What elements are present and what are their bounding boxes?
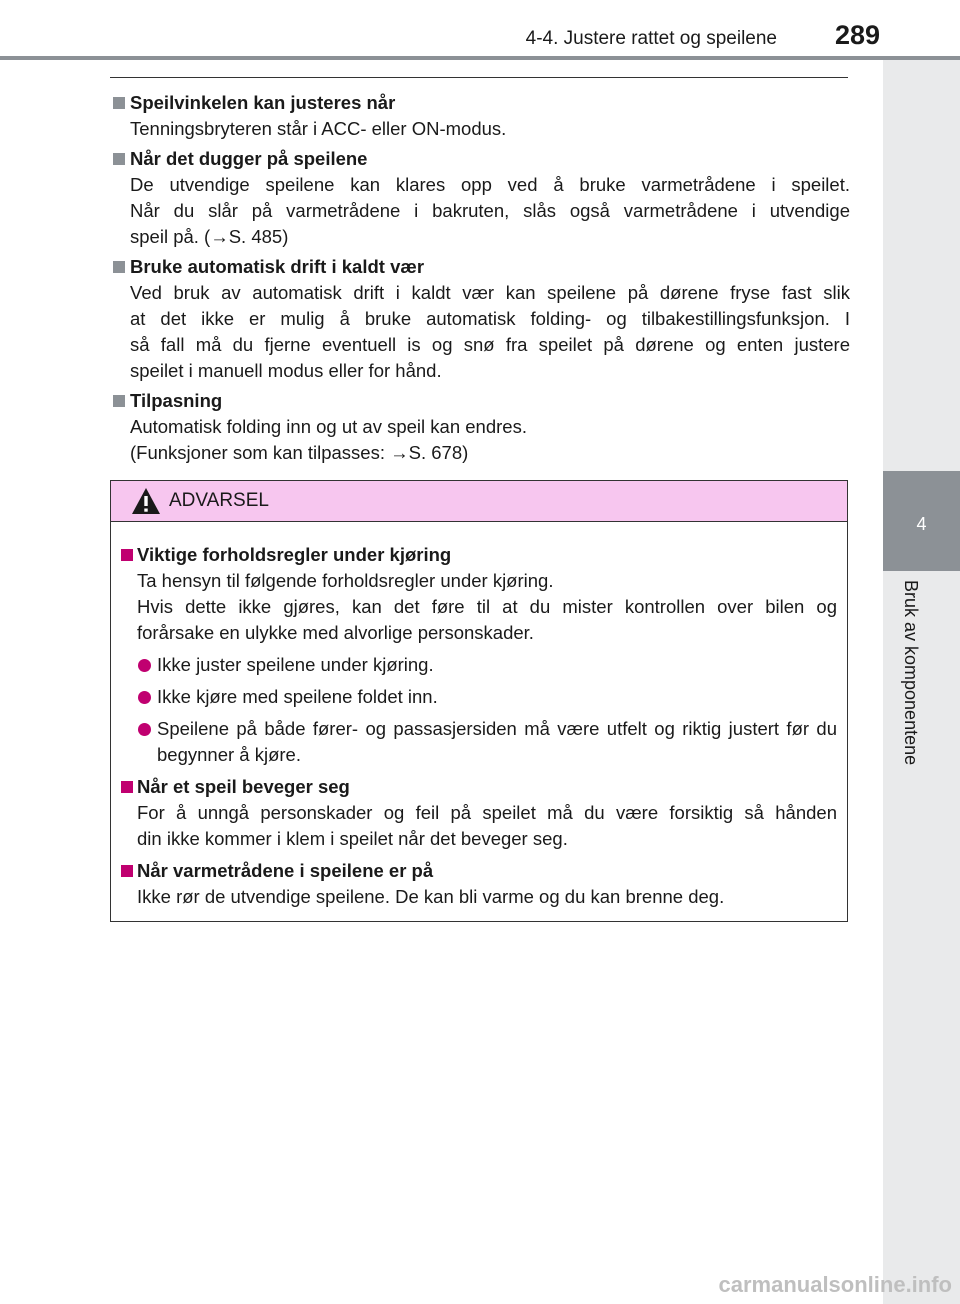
section-heading: Når det dugger på speilene	[130, 148, 368, 169]
content-divider	[110, 77, 848, 78]
warning-heading: Viktige forholdsregler under kjøring	[137, 544, 452, 565]
watermark: carmanualsonline.info	[718, 1272, 952, 1297]
paragraph-line: Automatisk folding inn og ut av speil kan endres.	[130, 416, 527, 437]
section-heading: Speilvinkelen kan justeres når	[130, 92, 396, 113]
paragraph-line: så fall må du fjerne eventuell is og snø fra speilet på dørene og enten justere	[130, 334, 850, 355]
section-customization	[110, 388, 850, 466]
section-heading: Bruke automatisk drift i kaldt vær	[130, 256, 425, 277]
section-heading: Tilpasning	[130, 390, 223, 411]
bullet-dot-icon	[138, 659, 151, 672]
warning-block-driving	[121, 542, 837, 768]
warning-line: Ta hensyn til følgende forholdsregler under kjøring.	[137, 570, 554, 591]
warning-triangle-icon	[131, 487, 161, 515]
section-marker-icon	[113, 261, 125, 273]
section-marker-icon	[113, 97, 125, 109]
paragraph-line: at det ikke er mulig å bruke automatisk folding- og tilbakestillingsfunksjon. I	[130, 308, 850, 329]
section-mirror-angle	[110, 90, 850, 142]
paragraph-line: speilet i manuell modus eller for hånd.	[130, 360, 442, 381]
chapter-title: Bruk av komponentene	[901, 580, 921, 766]
warning-title: ADVARSEL	[169, 490, 269, 511]
warning-block-moving-mirror	[121, 774, 837, 852]
paragraph-line: (Funksjoner som kan tilpasses: →S. 678)	[130, 442, 469, 463]
section-defogging	[110, 146, 850, 250]
warning-line: Hvis dette ikke gjøres, kan det føre til at du mister kontrollen over bilen og	[137, 596, 837, 617]
section-cold-weather	[110, 254, 850, 384]
side-tab-bottom	[883, 571, 960, 1304]
section-title: 4-4. Justere rattet og speilene	[525, 28, 777, 49]
paragraph-line: speil på. (→S. 485)	[130, 226, 289, 247]
bullet-dot-icon	[138, 723, 151, 736]
bullet-dot-icon	[138, 691, 151, 704]
paragraph-line: Ved bruk av automatisk drift i kaldt vær kan speilene på dørene fryse fast slik	[130, 282, 850, 303]
paragraph-line: De utvendige speilene kan klares opp ved å bruke varmetrådene i speilet.	[130, 174, 850, 195]
paragraph-line: Tenningsbryteren står i ACC- eller ON-modus.	[130, 118, 507, 139]
main-content	[110, 86, 850, 470]
warning-heading: Når et speil beveger seg	[137, 776, 350, 797]
chapter-number: 4	[916, 514, 927, 534]
warning-marker-icon	[121, 549, 133, 561]
paragraph-line: Når du slår på varmetrådene i bakruten, slås også varmetrådene i utvendige	[130, 200, 850, 221]
warning-bullet: Speilene på både fører- og passasjersiden må være utfelt og riktig justert før du begynner å kjøre.	[121, 716, 837, 768]
warning-line: Ikke rør de utvendige speilene. De kan bli varme og du kan brenne deg.	[137, 886, 725, 907]
warning-body	[111, 522, 847, 910]
page-number: 289	[834, 20, 880, 50]
section-marker-icon	[113, 153, 125, 165]
warning-box	[110, 480, 848, 922]
side-tab-top	[883, 60, 960, 471]
warning-marker-icon	[121, 781, 133, 793]
warning-header	[111, 481, 847, 522]
warning-line: For å unngå personskader og feil på speilet må du være forsiktig så hånden	[137, 802, 837, 823]
warning-block-heaters	[121, 858, 837, 910]
header-divider	[0, 56, 960, 60]
warning-line: forårsake en ulykke med alvorlige personskader.	[137, 622, 534, 643]
warning-line: din ikke kommer i klem i speilet når det beveger seg.	[137, 828, 568, 849]
warning-heading: Når varmetrådene i speilene er på	[137, 860, 434, 881]
section-marker-icon	[113, 395, 125, 407]
warning-bullet: Ikke kjøre med speilene foldet inn.	[121, 684, 837, 710]
warning-bullet: Ikke juster speilene under kjøring.	[121, 652, 837, 678]
warning-marker-icon	[121, 865, 133, 877]
